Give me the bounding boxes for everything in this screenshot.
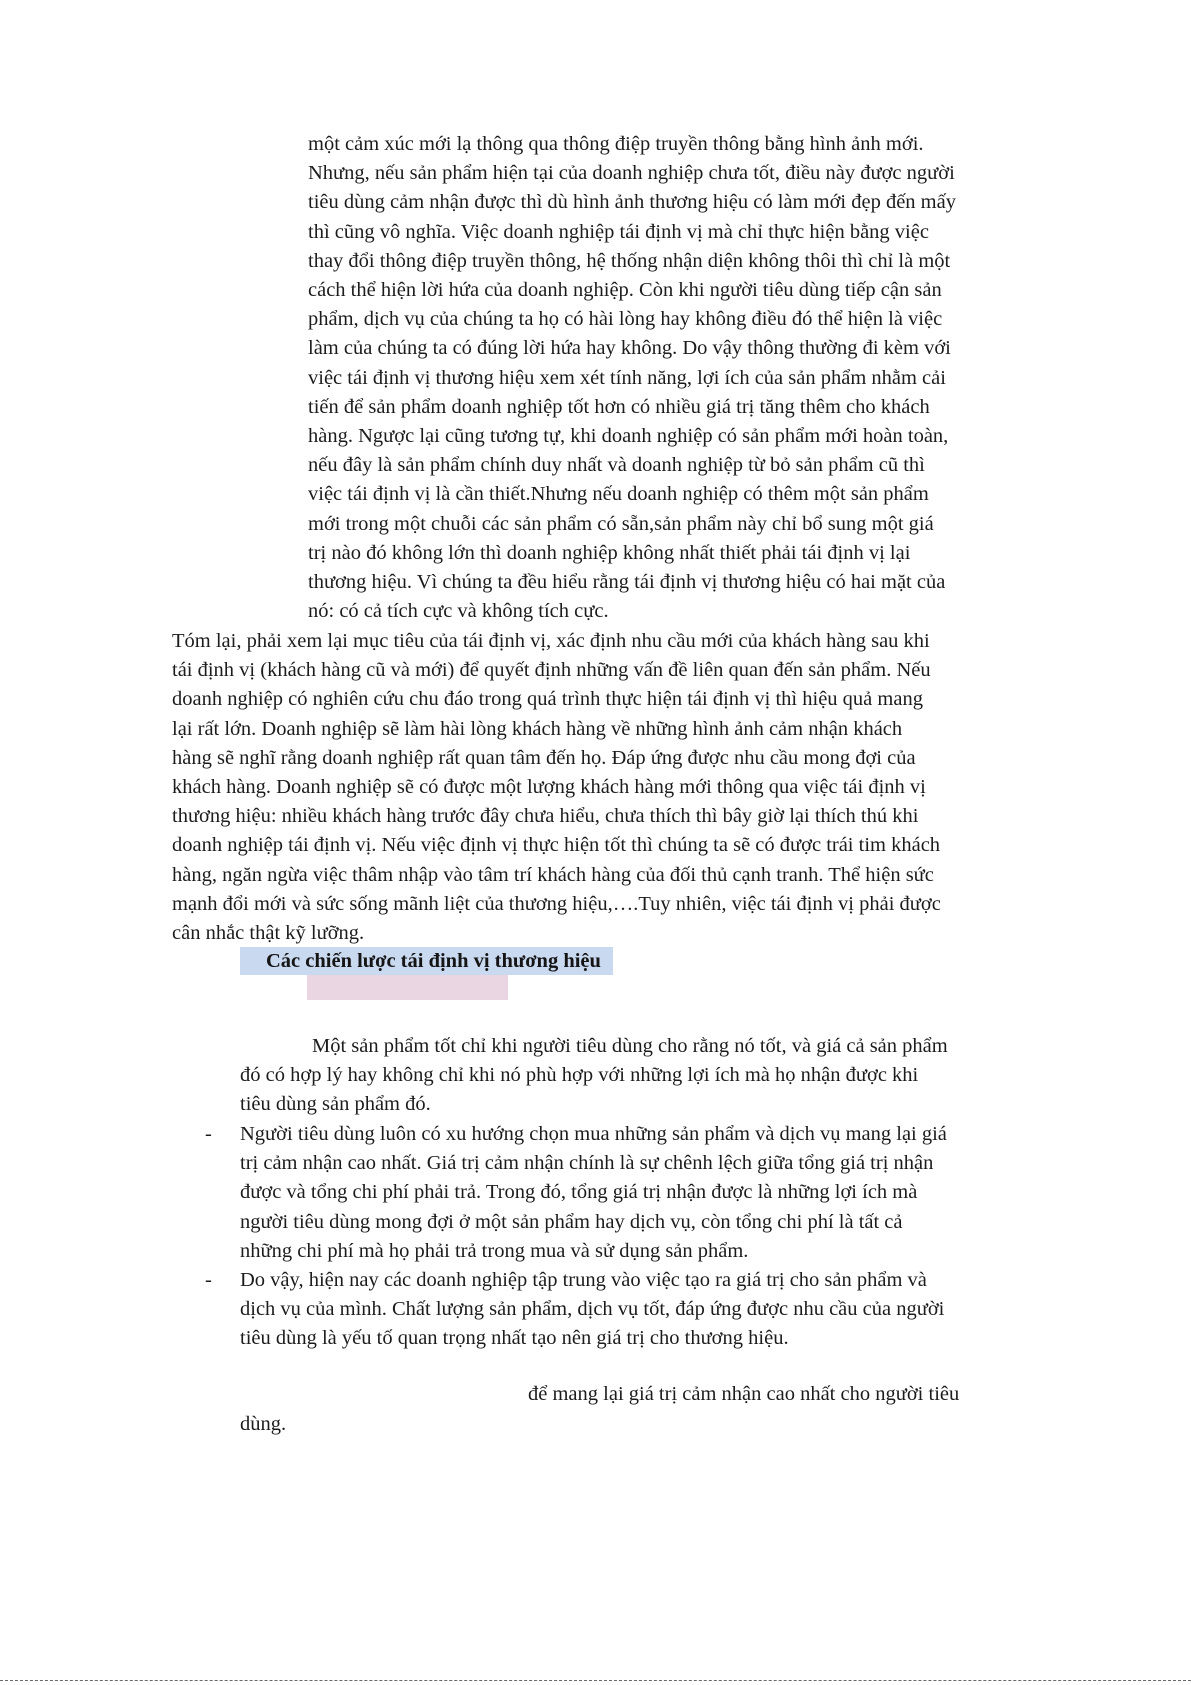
text-line: mới trong một chuỗi các sản phẩm có sẵn,sản phẩm này chỉ bổ sung một giá — [308, 512, 934, 535]
text-line: được và tổng chi phí phải trả. Trong đó, tổng giá trị nhận được là những lợi ích mà — [240, 1181, 918, 1204]
text-line: khách hàng. Doanh nghiệp sẽ có được một lượng khách hàng mới thông qua việc tái định vị — [172, 776, 926, 799]
intro-paragraph — [240, 1032, 948, 1120]
text-line: cách thể hiện lời hứa của doanh nghiệp. Còn khi người tiêu dùng tiếp cận sản — [308, 279, 942, 302]
text-line: nếu đây là sản phẩm chính duy nhất và doanh nghiệp từ bỏ sản phẩm cũ thì — [308, 454, 925, 477]
page-bottom-rule — [0, 1680, 1191, 1682]
bullet-marker: - — [205, 1269, 212, 1291]
closing-fragment: để mang lại giá trị cảm nhận cao nhất cho người tiêu — [528, 1383, 960, 1405]
text-line: tiêu dùng cảm nhận được thì dù hình ảnh thương hiệu có làm mới đẹp đến mấy — [308, 191, 956, 214]
text-line: cân nhắc thật kỹ lưỡng. — [172, 922, 365, 945]
text-line: những chi phí mà họ phải trả trong mua và sử dụng sản phẩm. — [240, 1239, 749, 1262]
bullet-marker: - — [205, 1123, 212, 1145]
text-line: Do vậy, hiện nay các doanh nghiệp tập trung vào việc tạo ra giá trị cho sản phẩm và — [240, 1269, 927, 1291]
text-line: phẩm, dịch vụ của chúng ta họ có hài lòng hay không điều đó thể hiện là việc — [308, 308, 943, 331]
text-line: một cảm xúc mới lạ thông qua thông điệp truyền thông bằng hình ảnh mới. — [308, 133, 924, 155]
text-line: lại rất lớn. Doanh nghiệp sẽ làm hài lòng khách hàng về những hình ảnh cảm nhận khách — [172, 717, 903, 740]
text-line: tiêu dùng là yếu tố quan trọng nhất tạo nên giá trị cho thương hiệu. — [240, 1327, 789, 1350]
text-line: hàng, ngăn ngừa việc thâm nhập vào tâm trí khách hàng của đối thủ cạnh tranh. Thể hiện sức — [172, 863, 934, 886]
text-line: tiêu dùng sản phẩm đó. — [240, 1093, 431, 1116]
text-line: mạnh đổi mới và sức sống mãnh liệt của thương hiệu,….Tuy nhiên, việc tái định vị phải được — [172, 892, 941, 915]
text-line: trị cảm nhận cao nhất. Giá trị cảm nhận chính là sự chênh lệch giữa tổng giá trị nhận — [240, 1152, 934, 1175]
text-line: người tiêu dùng mong đợi ở một sản phẩm hay dịch vụ, còn tổng chi phí là tất cả — [240, 1210, 903, 1233]
text-line: Người tiêu dùng luôn có xu hướng chọn mua những sản phẩm và dịch vụ mang lại giá — [240, 1123, 947, 1145]
bullet-item-1 — [240, 1120, 947, 1266]
text-line: Một sản phẩm tốt chỉ khi người tiêu dùng cho rằng nó tốt, và giá cả sản phẩm — [312, 1035, 948, 1057]
closing-fragment-end: dùng. — [240, 1413, 287, 1435]
text-line: việc tái định vị thương hiệu xem xét tính năng, lợi ích của sản phẩm nhằm cải — [308, 366, 946, 389]
text-line: tiến để sản phẩm doanh nghiệp tốt hơn có nhiều giá trị tăng thêm cho khách — [308, 395, 930, 418]
indented-paragraph — [308, 130, 956, 626]
text-line: tái định vị (khách hàng cũ và mới) để quyết định những vấn đề liên quan đến sản phẩm. Nếu — [172, 659, 931, 682]
summary-paragraph — [172, 627, 941, 948]
text-line: thương hiệu: nhiều khách hàng trước đây chưa hiểu, chưa thích thì bây giờ lại thích thú khi — [172, 805, 919, 828]
text-line: Tóm lại, phải xem lại mục tiêu của tái định vị, xác định nhu cầu mới của khách hàng sau khi — [172, 630, 930, 652]
text-line: doanh nghiệp tái định vị. Nếu việc định vị thực hiện tốt thì chúng ta sẽ có được trái tim khách — [172, 834, 941, 857]
bullet-item-2 — [240, 1266, 944, 1354]
text-line: Nhưng, nếu sản phẩm hiện tại của doanh nghiệp chưa tốt, điều này được người — [308, 162, 955, 185]
text-line: làm của chúng ta có đúng lời hứa hay không. Do vậy thông thường đi kèm với — [308, 337, 951, 360]
text-line: hàng. Ngược lại cũng tương tự, khi doanh nghiệp có sản phẩm mới hoàn toàn, — [308, 425, 949, 448]
section-heading: Các chiến lược tái định vị thương hiệu — [266, 950, 601, 972]
text-line: đó có hợp lý hay không chỉ khi nó phù hợp với những lợi ích mà họ nhận được khi — [240, 1064, 919, 1087]
text-line: việc tái định vị là cần thiết.Nhưng nếu doanh nghiệp có thêm một sản phẩm — [308, 483, 929, 506]
text-line: thay đổi thông điệp truyền thông, hệ thống nhận diện không thôi thì chỉ là một — [308, 249, 951, 272]
text-line: nó: có cả tích cực và không tích cực. — [308, 600, 609, 623]
text-line: doanh nghiệp có nghiên cứu chu đáo trong quá trình thực hiện tái định vị thì hiệu quả mang — [172, 688, 923, 711]
text-line: hàng sẽ nghĩ rằng doanh nghiệp rất quan tâm đến họ. Đáp ứng được nhu cầu mong đợi của — [172, 746, 916, 769]
text-line: thương hiệu. Vì chúng ta đều hiểu rằng tái định vị thương hiệu có hai mặt của — [308, 571, 946, 594]
text-line: trị nào đó không lớn thì doanh nghiệp không nhất thiết phải tái định vị lại — [308, 541, 911, 564]
text-line: thì cũng vô nghĩa. Việc doanh nghiệp tái định vị mà chỉ thực hiện bằng việc — [308, 220, 929, 243]
text-line: dịch vụ của mình. Chất lượng sản phẩm, dịch vụ tốt, đáp ứng được nhu cầu của người — [240, 1298, 945, 1321]
pink-highlight-mark — [307, 975, 508, 1000]
